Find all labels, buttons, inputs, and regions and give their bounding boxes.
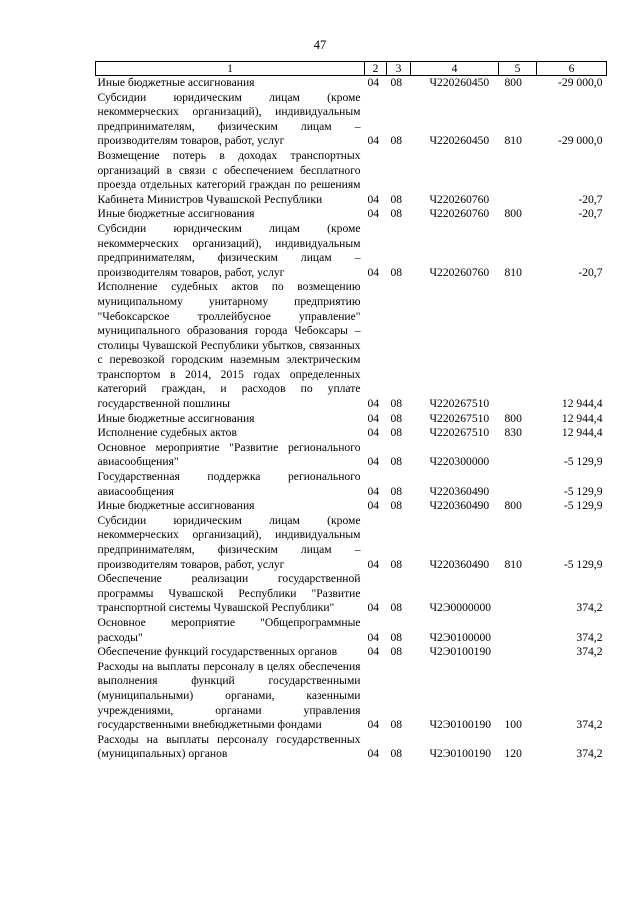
row-name: Субсидии юридическим лицам (кроме некоммерческих организаций), индивидуальным предпринимателям, физическим лицам – производителям товаров, работ, услуг: [97, 221, 361, 279]
row-subsection: 08: [390, 76, 403, 89]
row-expense-type: 800: [504, 499, 522, 513]
row-name: Основное мероприятие "Общепрограммные расходы": [97, 615, 361, 644]
row-section: 04: [367, 557, 380, 571]
row-amount: 374,2: [576, 630, 603, 644]
row-subsection: 08: [390, 134, 403, 148]
row-expense-type: 810: [504, 265, 522, 279]
row-name: Иные бюджетные ассигнования: [97, 207, 255, 221]
table-row: [96, 76, 607, 91]
table-row: [96, 207, 607, 222]
row-target-article: Ч220267510: [429, 426, 490, 440]
row-name: Исполнение судебных актов: [97, 426, 237, 440]
row-amount: -20,7: [578, 192, 603, 206]
row-target-article: Ч2Э0100190: [429, 718, 492, 732]
row-expense-type: 100: [504, 718, 522, 732]
row-name: Обеспечение реализации государственной программы Чувашской Республики "Развитие транспортной системы Чувашской Республики": [97, 572, 361, 615]
header-col-2: 2: [365, 62, 387, 76]
row-section: 04: [367, 455, 380, 469]
row-section: 04: [367, 76, 380, 89]
row-amount: 12 944,4: [561, 426, 603, 440]
row-expense-type: 810: [504, 134, 522, 148]
row-section: 04: [367, 484, 380, 498]
row-subsection: 08: [390, 499, 403, 513]
row-subsection: 08: [390, 557, 403, 571]
row-subsection: 08: [390, 397, 403, 411]
table-row: [96, 412, 607, 427]
row-name: Исполнение судебных актов по возмещению муниципальному унитарному предприятию "Чебоксарское троллейбусное управление" муниципального образования города Чебоксары – столицы Чувашской Республики убытков, связанных с перевозкой городским наземным электрическим транспортом в 2014, 2015 годах определенных категорий граждан, и расходов по уплате государственной пошлины: [97, 280, 361, 411]
row-subsection: 08: [390, 455, 403, 469]
row-subsection: 08: [390, 601, 403, 615]
row-expense-type: [499, 645, 537, 660]
row-amount: -29 000,0: [558, 134, 603, 148]
row-amount: -20,7: [578, 265, 603, 279]
row-amount: -29 000,0: [558, 76, 603, 89]
header-row: [96, 62, 607, 76]
row-section: 04: [367, 718, 380, 732]
row-name: Возмещение потерь в доходах транспортных организаций в связи с обеспечением бесплатного проезда отдельных категорий граждан по решениям Кабинета Министров Чувашской Республики: [97, 148, 361, 206]
row-target-article: Ч220360490: [429, 484, 490, 498]
row-expense-type: [499, 616, 537, 645]
row-section: 04: [367, 645, 380, 659]
row-expense-type: [499, 572, 537, 616]
row-name: Государственная поддержка регионального авиасообщения: [97, 470, 361, 498]
row-expense-type: 120: [504, 747, 522, 761]
row-subsection: 08: [390, 718, 403, 732]
row-subsection: 08: [390, 630, 403, 644]
row-expense-type: [499, 441, 537, 470]
row-section: 04: [367, 601, 380, 615]
table-row: [96, 280, 607, 411]
row-subsection: 08: [390, 484, 403, 498]
row-expense-type: 830: [504, 426, 522, 440]
row-expense-type: 800: [504, 207, 522, 221]
row-target-article: Ч220267510: [429, 397, 490, 411]
row-section: 04: [367, 426, 380, 440]
row-amount: -5 129,9: [563, 557, 603, 571]
table-row: [96, 149, 607, 207]
row-amount: 374,2: [576, 718, 603, 732]
table-row: [96, 660, 607, 733]
table-row: [96, 426, 607, 441]
row-amount: 374,2: [576, 601, 603, 615]
table-row: [96, 645, 607, 660]
row-subsection: 08: [390, 747, 403, 761]
row-target-article: Ч220260760: [429, 207, 490, 221]
row-expense-type: [499, 280, 537, 411]
row-target-article: Ч220360490: [429, 499, 490, 513]
table-row: [96, 441, 607, 470]
table-row: [96, 616, 607, 645]
row-subsection: 08: [390, 645, 403, 659]
row-section: 04: [367, 747, 380, 761]
table-row: [96, 91, 607, 149]
row-expense-type: [499, 470, 537, 499]
row-amount: 12 944,4: [561, 397, 603, 411]
row-expense-type: 810: [504, 557, 522, 571]
row-name: Иные бюджетные ассигнования: [97, 76, 255, 89]
row-section: 04: [367, 411, 380, 425]
row-amount: -5 129,9: [563, 455, 603, 469]
row-amount: -20,7: [578, 207, 603, 221]
table-row: [96, 514, 607, 572]
row-target-article: Ч2Э0000000: [429, 601, 492, 615]
row-expense-type: 800: [504, 411, 522, 425]
row-name: Расходы на выплаты персоналу в целях обеспечения выполнения функций государственными (муниципальными) органами, казенными учреждениями, органами управления государственными внебюджетными фондами: [97, 659, 361, 732]
row-target-article: Ч220260760: [429, 265, 490, 279]
row-target-article: Ч220300000: [429, 455, 490, 469]
table-row: [96, 470, 607, 499]
row-target-article: Ч220260760: [429, 192, 490, 206]
table-row: [96, 733, 607, 762]
row-name: Расходы на выплаты персоналу государственных (муниципальных) органов: [97, 732, 361, 761]
row-section: 04: [367, 499, 380, 513]
table-row: [96, 222, 607, 280]
row-amount: -5 129,9: [563, 484, 603, 498]
row-target-article: Ч2Э0100000: [429, 630, 492, 644]
table-row: [96, 499, 607, 514]
row-name: Обеспечение функций государственных органов: [97, 645, 338, 659]
row-target-article: Ч220260450: [429, 134, 490, 148]
row-name: Основное мероприятие "Развитие регионального авиасообщения": [97, 440, 361, 469]
row-section: 04: [367, 397, 380, 411]
row-expense-type: 800: [504, 76, 522, 89]
row-section: 04: [367, 207, 380, 221]
table-row: [96, 572, 607, 616]
row-name: Субсидии юридическим лицам (кроме некоммерческих организаций), индивидуальным предпринимателям, физическим лицам – производителям товаров, работ, услуг: [97, 90, 361, 148]
row-section: 04: [367, 192, 380, 206]
row-amount: 12 944,4: [561, 411, 603, 425]
row-name: Субсидии юридическим лицам (кроме некоммерческих организаций), индивидуальным предпринимателям, физическим лицам – производителям товаров, работ, услуг: [97, 513, 361, 571]
row-section: 04: [367, 630, 380, 644]
row-target-article: Ч220360490: [429, 557, 490, 571]
header-col-4: 4: [411, 62, 499, 76]
row-subsection: 08: [390, 207, 403, 221]
budget-table: [95, 61, 607, 762]
row-target-article: Ч220267510: [429, 411, 490, 425]
row-name: Иные бюджетные ассигнования: [97, 499, 255, 513]
row-subsection: 08: [390, 426, 403, 440]
row-amount: 374,2: [576, 645, 603, 659]
header-col-1: 1: [96, 62, 365, 76]
row-amount: -5 129,9: [563, 499, 603, 513]
row-target-article: Ч2Э0100190: [429, 645, 492, 659]
row-amount: 374,2: [576, 747, 603, 761]
header-col-6: 6: [537, 62, 607, 76]
row-section: 04: [367, 265, 380, 279]
row-section: 04: [367, 134, 380, 148]
row-target-article: Ч2Э0100190: [429, 747, 492, 761]
row-name: Иные бюджетные ассигнования: [97, 411, 255, 425]
row-subsection: 08: [390, 265, 403, 279]
row-target-article: Ч220260450: [429, 76, 490, 89]
header-col-3: 3: [387, 62, 411, 76]
row-subsection: 08: [390, 411, 403, 425]
row-expense-type: [499, 149, 537, 207]
row-subsection: 08: [390, 192, 403, 206]
page-number: 47: [313, 38, 327, 52]
header-col-5: 5: [499, 62, 537, 76]
